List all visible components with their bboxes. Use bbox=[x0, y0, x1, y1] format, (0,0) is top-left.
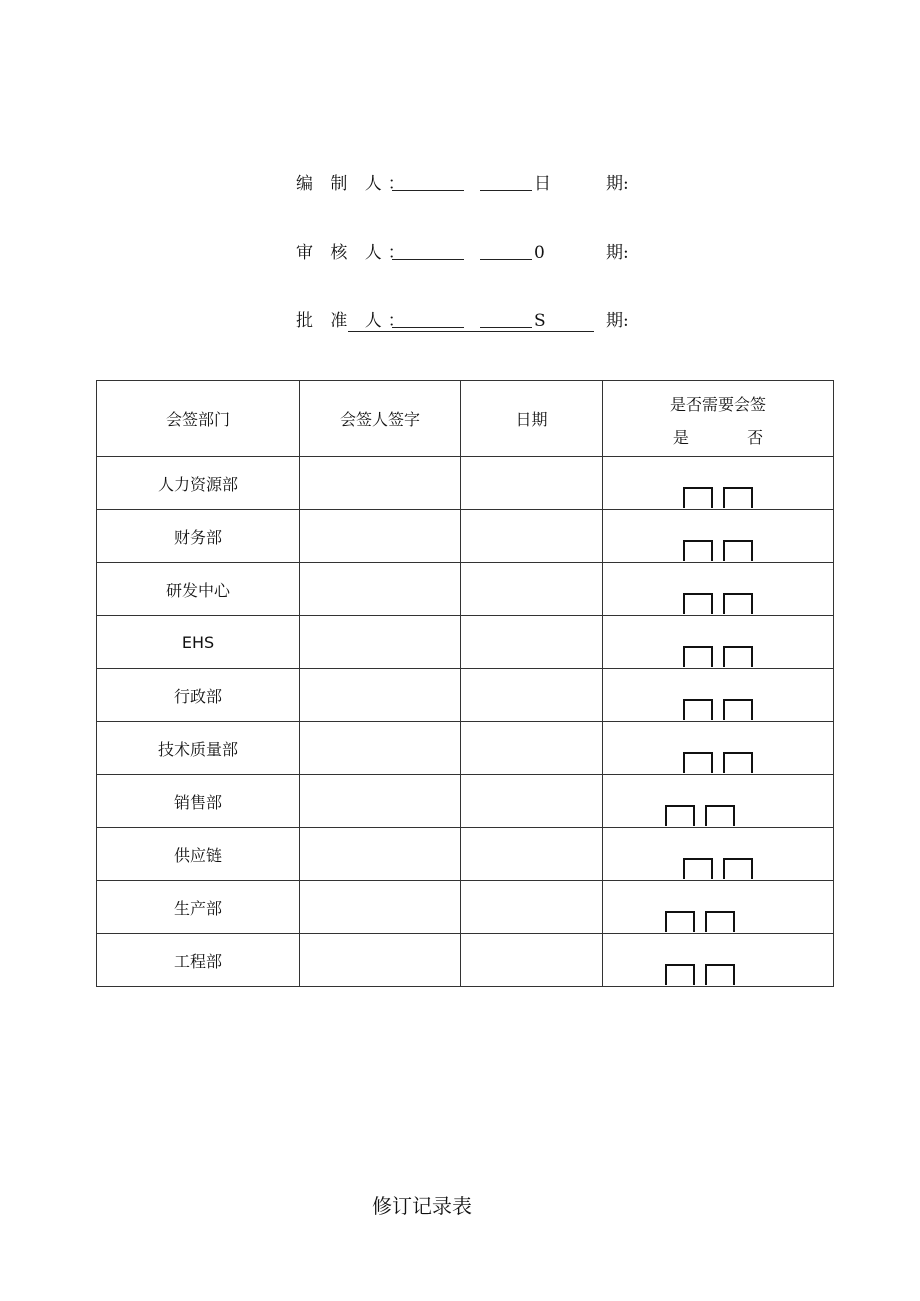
need-countersign-cell bbox=[603, 457, 834, 510]
checkbox-group bbox=[683, 752, 763, 774]
checkbox-yes[interactable] bbox=[665, 911, 695, 932]
table-row bbox=[97, 510, 834, 563]
signer-cell[interactable] bbox=[300, 775, 461, 828]
checkbox-yes[interactable] bbox=[683, 593, 713, 614]
checkbox-group bbox=[683, 487, 763, 509]
checkbox-yes[interactable] bbox=[683, 646, 713, 667]
reviewer-mark: 0 bbox=[534, 243, 545, 263]
signer-cell[interactable] bbox=[300, 881, 461, 934]
dept-cell: 技术质量部 bbox=[97, 722, 300, 775]
table-row bbox=[97, 722, 834, 775]
date-cell[interactable] bbox=[461, 722, 603, 775]
checkbox-yes[interactable] bbox=[665, 964, 695, 985]
table-header-row bbox=[97, 381, 834, 457]
approver-date-field[interactable] bbox=[480, 307, 532, 328]
dept-cell: EHS bbox=[97, 616, 300, 669]
header-signer: 会签人签字 bbox=[300, 381, 461, 457]
need-countersign-cell bbox=[603, 881, 834, 934]
table-row bbox=[97, 616, 834, 669]
table-row bbox=[97, 775, 834, 828]
date-cell[interactable] bbox=[461, 616, 603, 669]
signer-cell[interactable] bbox=[300, 934, 461, 987]
header-yes: 是 bbox=[672, 427, 689, 447]
date-cell[interactable] bbox=[461, 828, 603, 881]
approver-date-label: 期: bbox=[606, 311, 629, 331]
header-need-label: 是否需要会签 bbox=[669, 394, 766, 414]
checkbox-yes[interactable] bbox=[683, 540, 713, 561]
checkbox-group bbox=[683, 646, 763, 668]
signer-cell[interactable] bbox=[300, 457, 461, 510]
checkbox-yes[interactable] bbox=[665, 805, 695, 826]
date-cell[interactable] bbox=[461, 934, 603, 987]
preparer-mark: 日 bbox=[534, 174, 551, 194]
signer-cell[interactable] bbox=[300, 563, 461, 616]
need-countersign-cell bbox=[603, 510, 834, 563]
signer-cell[interactable] bbox=[300, 669, 461, 722]
checkbox-group bbox=[683, 593, 763, 615]
preparer-label: 编 制 人： bbox=[296, 174, 411, 194]
date-cell[interactable] bbox=[461, 563, 603, 616]
need-countersign-cell bbox=[603, 828, 834, 881]
table-row bbox=[97, 669, 834, 722]
date-cell[interactable] bbox=[461, 881, 603, 934]
date-cell[interactable] bbox=[461, 510, 603, 563]
dept-cell: 工程部 bbox=[97, 934, 300, 987]
approver-underline bbox=[348, 331, 594, 332]
reviewer-label: 审 核 人： bbox=[296, 243, 411, 263]
checkbox-group bbox=[665, 805, 745, 827]
header-dept: 会签部门 bbox=[97, 381, 300, 457]
checkbox-yes[interactable] bbox=[683, 858, 713, 879]
header-yes-no bbox=[603, 425, 833, 448]
dept-cell: 人力资源部 bbox=[97, 457, 300, 510]
header-no: 否 bbox=[747, 427, 764, 447]
preparer-name-field[interactable] bbox=[392, 170, 464, 191]
checkbox-group bbox=[683, 858, 763, 880]
table-row bbox=[97, 828, 834, 881]
approver-label: 批 准 人： bbox=[296, 311, 411, 331]
checkbox-no[interactable] bbox=[705, 964, 735, 985]
dept-cell: 生产部 bbox=[97, 881, 300, 934]
checkbox-yes[interactable] bbox=[683, 487, 713, 508]
checkbox-no[interactable] bbox=[723, 487, 753, 508]
need-countersign-cell bbox=[603, 775, 834, 828]
checkbox-no[interactable] bbox=[705, 805, 735, 826]
checkbox-yes[interactable] bbox=[683, 699, 713, 720]
dept-cell: 财务部 bbox=[97, 510, 300, 563]
reviewer-date-label: 期: bbox=[606, 243, 629, 263]
dept-cell: 研发中心 bbox=[97, 563, 300, 616]
need-countersign-cell bbox=[603, 669, 834, 722]
preparer-date-field[interactable] bbox=[480, 170, 532, 191]
checkbox-no[interactable] bbox=[723, 858, 753, 879]
need-countersign-cell bbox=[603, 934, 834, 987]
signer-cell[interactable] bbox=[300, 828, 461, 881]
revision-record-title: 修订记录表 bbox=[372, 1194, 472, 1218]
date-cell[interactable] bbox=[461, 669, 603, 722]
approver-name-field[interactable] bbox=[392, 307, 464, 328]
signer-cell[interactable] bbox=[300, 722, 461, 775]
approver-mark: S bbox=[534, 311, 546, 331]
checkbox-group bbox=[683, 699, 763, 721]
date-cell[interactable] bbox=[461, 457, 603, 510]
need-countersign-cell bbox=[603, 722, 834, 775]
signer-cell[interactable] bbox=[300, 510, 461, 563]
preparer-date-label: 期: bbox=[606, 174, 629, 194]
checkbox-no[interactable] bbox=[723, 752, 753, 773]
checkbox-no[interactable] bbox=[723, 593, 753, 614]
checkbox-group bbox=[665, 964, 745, 986]
need-countersign-cell bbox=[603, 563, 834, 616]
reviewer-name-field[interactable] bbox=[392, 239, 464, 260]
table-row bbox=[97, 457, 834, 510]
signer-cell[interactable] bbox=[300, 616, 461, 669]
checkbox-no[interactable] bbox=[723, 699, 753, 720]
reviewer-date-field[interactable] bbox=[480, 239, 532, 260]
checkbox-no[interactable] bbox=[705, 911, 735, 932]
countersign-table bbox=[96, 380, 834, 987]
dept-cell: 销售部 bbox=[97, 775, 300, 828]
checkbox-group bbox=[665, 911, 745, 933]
header-date: 日期 bbox=[461, 381, 603, 457]
table-row bbox=[97, 881, 834, 934]
header-need-countersign bbox=[603, 381, 834, 457]
checkbox-no[interactable] bbox=[723, 646, 753, 667]
dept-cell: 行政部 bbox=[97, 669, 300, 722]
table-row bbox=[97, 934, 834, 987]
date-cell[interactable] bbox=[461, 775, 603, 828]
checkbox-group bbox=[683, 540, 763, 562]
checkbox-no[interactable] bbox=[723, 540, 753, 561]
need-countersign-cell bbox=[603, 616, 834, 669]
dept-cell: 供应链 bbox=[97, 828, 300, 881]
table-row bbox=[97, 563, 834, 616]
checkbox-yes[interactable] bbox=[683, 752, 713, 773]
